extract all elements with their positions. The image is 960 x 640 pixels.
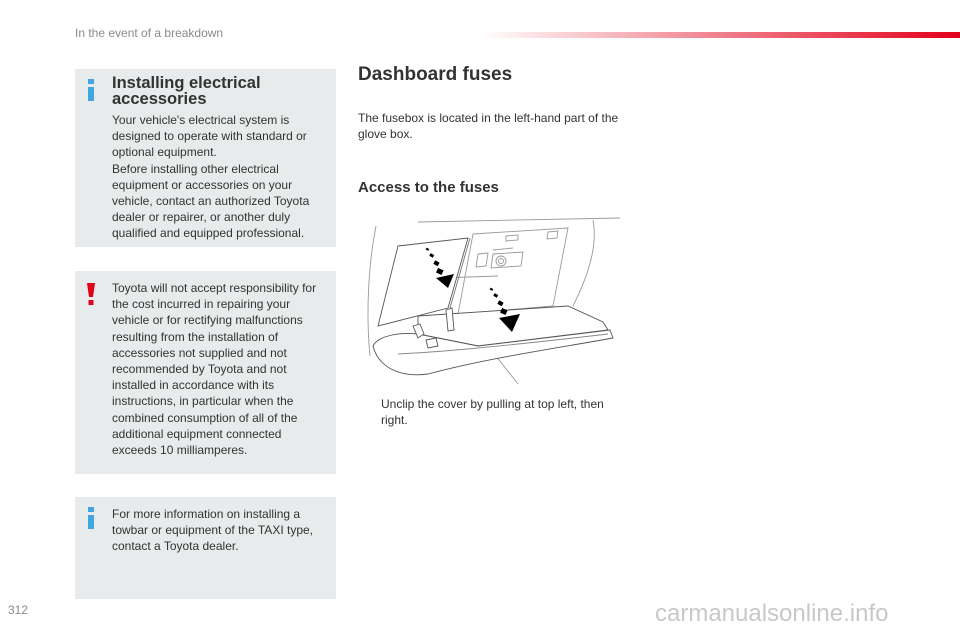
intro-paragraph: The fusebox is located in the left-hand part of the glove box. <box>358 111 619 142</box>
warning-text: Toyota will not accept responsibility for the cost incurred in repairing your vehicle or for rectifying malfunctions resulting from the installation of accessories not supplied and not recommended by Toyota and not installed in accordance with its instructions, in particular when the combined consumption of all of the additional equipment connected exceeds 10 milliamperes. <box>112 281 317 458</box>
header-accent-bar <box>480 32 960 38</box>
box-paragraph: Before installing other electrical equipment or accessories on your vehicle, contact an authorized Toyota dealer or repairer, or another duly qualified and equipped professional. <box>112 161 310 241</box>
box-body <box>112 112 322 242</box>
page-number: 312 <box>8 603 29 617</box>
info-box-electrical-accessories <box>75 69 336 247</box>
info-icon <box>87 507 95 534</box>
warning-icon <box>87 283 95 310</box>
section-header: In the event of a breakdown <box>75 26 224 40</box>
watermark: carmanualsonline.info <box>655 600 889 627</box>
info-text: For more information on installing a towbar or equipment of the TAXI type, contact a Toyota dealer. <box>112 507 313 554</box>
warning-box <box>75 271 336 474</box>
box-paragraph: Your vehicle's electrical system is designed to operate with standard or optional equipment. <box>112 113 307 160</box>
box-title: Installing electrical accessories <box>112 74 261 108</box>
section-subtitle: Access to the fuses <box>358 179 499 196</box>
glovebox-fuse-cover-illustration <box>358 206 620 386</box>
page-title: Dashboard fuses <box>358 64 513 85</box>
instruction-text: Unclip the cover by pulling at top left, then right. <box>381 397 604 428</box>
info-box-towbar <box>75 497 336 599</box>
info-icon <box>87 79 95 106</box>
